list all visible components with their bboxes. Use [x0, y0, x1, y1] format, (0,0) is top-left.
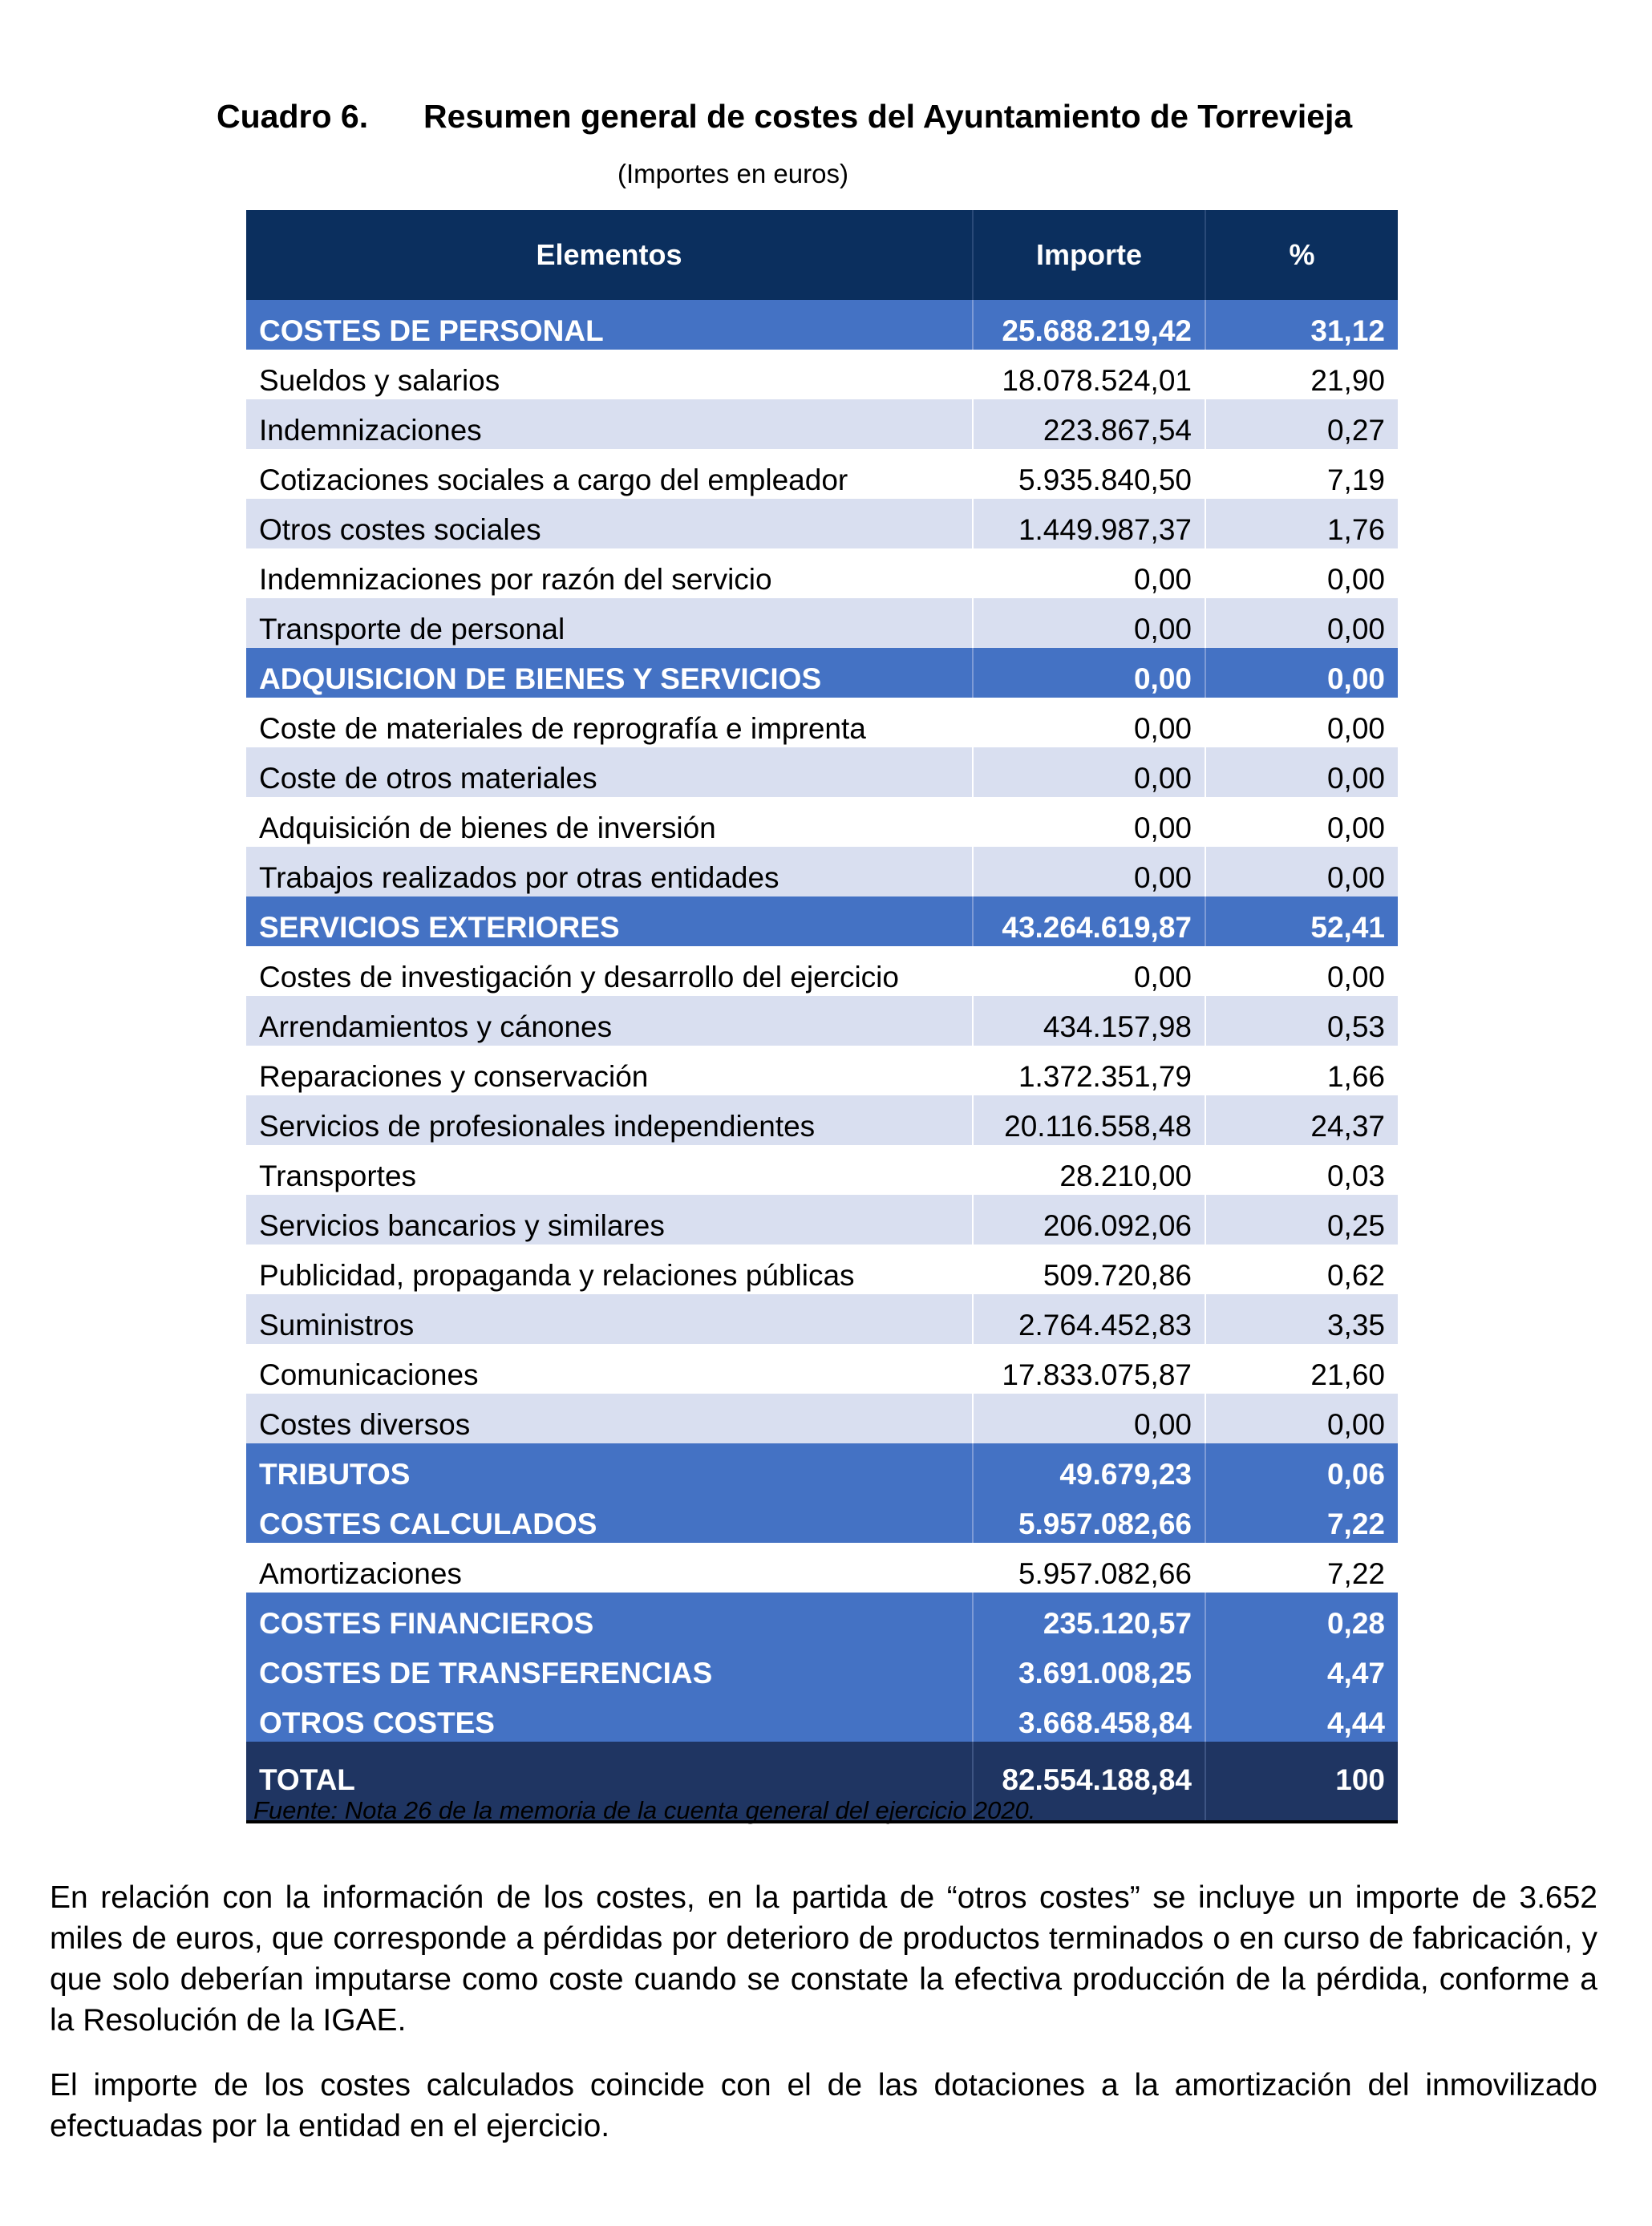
table-row [246, 1195, 1398, 1245]
row-label: COSTES FINANCIEROS [246, 1593, 973, 1642]
category-row [246, 1443, 1398, 1493]
total-percent: 100 [1205, 1742, 1398, 1822]
caption-number: Cuadro 6. [217, 98, 369, 135]
category-row [246, 1593, 1398, 1642]
row-label: Suministros [246, 1294, 973, 1344]
row-importe: 434.157,98 [973, 996, 1205, 1046]
row-importe: 5.957.082,66 [973, 1543, 1205, 1593]
table-row [246, 946, 1398, 996]
row-importe: 0,00 [973, 797, 1205, 847]
row-percent: 4,47 [1205, 1642, 1398, 1692]
row-percent: 7,19 [1205, 449, 1398, 499]
header-percent: % [1205, 210, 1398, 300]
row-label: Otros costes sociales [246, 499, 973, 548]
row-label: COSTES DE PERSONAL [246, 300, 973, 350]
row-percent: 21,60 [1205, 1344, 1398, 1394]
row-importe: 25.688.219,42 [973, 300, 1205, 350]
row-importe: 235.120,57 [973, 1593, 1205, 1642]
paragraph-otros-costes: En relación con la información de los costes, en la partida de “otros costes” se incluye un importe de 3.652 miles de euros, que corresponde a pérdidas por deterioro de productos terminados o en curso de fabricación, y que solo deberían imputarse como coste cuando se constate la efectiva producción de la pérdida, conforme a la Resolución de la IGAE. [50, 1880, 1597, 2038]
table-row [246, 598, 1398, 648]
row-percent: 31,12 [1205, 300, 1398, 350]
row-percent: 0,06 [1205, 1443, 1398, 1493]
table-row [246, 847, 1398, 896]
total-label: TOTAL [246, 1742, 973, 1822]
row-importe: 1.372.351,79 [973, 1046, 1205, 1095]
row-percent: 1,76 [1205, 499, 1398, 548]
row-importe: 0,00 [973, 747, 1205, 797]
row-label: Cotizaciones sociales a cargo del empleador [246, 449, 973, 499]
row-percent: 0,00 [1205, 847, 1398, 896]
table-row [246, 1145, 1398, 1195]
row-percent: 21,90 [1205, 350, 1398, 399]
row-label: Coste de otros materiales [246, 747, 973, 797]
row-label: Coste de materiales de reprografía e imprenta [246, 698, 973, 747]
row-importe: 509.720,86 [973, 1245, 1205, 1294]
row-percent: 0,00 [1205, 598, 1398, 648]
row-importe: 43.264.619,87 [973, 896, 1205, 946]
row-percent: 7,22 [1205, 1493, 1398, 1543]
row-percent: 0,00 [1205, 797, 1398, 847]
table-row [246, 499, 1398, 548]
category-row [246, 1493, 1398, 1543]
row-label: OTROS COSTES [246, 1692, 973, 1742]
table-row [246, 1344, 1398, 1394]
row-label: COSTES DE TRANSFERENCIAS [246, 1642, 973, 1692]
row-percent: 4,44 [1205, 1692, 1398, 1742]
row-percent: 24,37 [1205, 1095, 1398, 1145]
row-importe: 0,00 [973, 847, 1205, 896]
row-importe: 3.668.458,84 [973, 1692, 1205, 1742]
row-percent: 0,00 [1205, 648, 1398, 698]
row-percent: 0,03 [1205, 1145, 1398, 1195]
row-percent: 1,66 [1205, 1046, 1398, 1095]
row-importe: 0,00 [973, 946, 1205, 996]
category-row [246, 896, 1398, 946]
row-label: SERVICIOS EXTERIORES [246, 896, 973, 946]
table-row [246, 350, 1398, 399]
table-header-row [246, 210, 1398, 300]
source-note: Fuente: Nota 26 de la memoria de la cuenta general del ejercicio 2020. [253, 1796, 1036, 1824]
cost-summary-table [246, 210, 1398, 1823]
row-label: Servicios bancarios y similares [246, 1195, 973, 1245]
paragraph-costes-calculados: El importe de los costes calculados coincide con el de las dotaciones a la amortización del inmovilizado efectuadas por la entidad en el ejercicio. [50, 2068, 1597, 2143]
row-importe: 0,00 [973, 548, 1205, 598]
row-label: Costes de investigación y desarrollo del ejercicio [246, 946, 973, 996]
row-percent: 0,00 [1205, 698, 1398, 747]
row-label: Indemnizaciones [246, 399, 973, 449]
row-percent: 3,35 [1205, 1294, 1398, 1344]
row-importe: 1.449.987,37 [973, 499, 1205, 548]
row-label: Reparaciones y conservación [246, 1046, 973, 1095]
table-row [246, 1543, 1398, 1593]
row-percent: 52,41 [1205, 896, 1398, 946]
row-importe: 3.691.008,25 [973, 1642, 1205, 1692]
row-label: TRIBUTOS [246, 1443, 973, 1493]
row-importe: 5.957.082,66 [973, 1493, 1205, 1543]
category-row [246, 1692, 1398, 1742]
row-label: Adquisición de bienes de inversión [246, 797, 973, 847]
row-percent: 0,28 [1205, 1593, 1398, 1642]
row-label: Indemnizaciones por razón del servicio [246, 548, 973, 598]
category-row [246, 300, 1398, 350]
row-label: Sueldos y salarios [246, 350, 973, 399]
caption-title: Resumen general de costes del Ayuntamiento de Torrevieja [423, 98, 1353, 135]
row-percent: 0,53 [1205, 996, 1398, 1046]
row-label: ADQUISICION DE BIENES Y SERVICIOS [246, 648, 973, 698]
table-row [246, 399, 1398, 449]
row-importe: 0,00 [973, 648, 1205, 698]
table-row [246, 1245, 1398, 1294]
table-row [246, 1095, 1398, 1145]
row-importe: 0,00 [973, 698, 1205, 747]
table-row [246, 747, 1398, 797]
total-importe: 82.554.188,84 [973, 1742, 1205, 1822]
row-importe: 0,00 [973, 598, 1205, 648]
row-label: COSTES CALCULADOS [246, 1493, 973, 1543]
table-row [246, 449, 1398, 499]
row-label: Publicidad, propaganda y relaciones públicas [246, 1245, 973, 1294]
row-label: Transporte de personal [246, 598, 973, 648]
header-importe: Importe [973, 210, 1205, 300]
row-percent: 0,00 [1205, 548, 1398, 598]
row-importe: 0,00 [973, 1394, 1205, 1443]
row-label: Amortizaciones [246, 1543, 973, 1593]
row-importe: 49.679,23 [973, 1443, 1205, 1493]
row-percent: 0,00 [1205, 747, 1398, 797]
table-caption [217, 98, 1435, 136]
header-elementos: Elementos [246, 210, 973, 300]
row-importe: 18.078.524,01 [973, 350, 1205, 399]
table-row [246, 698, 1398, 747]
row-percent: 7,22 [1205, 1543, 1398, 1593]
row-label: Comunicaciones [246, 1344, 973, 1394]
row-importe: 28.210,00 [973, 1145, 1205, 1195]
category-row [246, 648, 1398, 698]
caption-units: (Importes en euros) [617, 159, 848, 188]
row-importe: 223.867,54 [973, 399, 1205, 449]
table-row [246, 1046, 1398, 1095]
row-label: Arrendamientos y cánones [246, 996, 973, 1046]
category-row [246, 1642, 1398, 1692]
table-row [246, 1294, 1398, 1344]
table-row [246, 548, 1398, 598]
row-label: Costes diversos [246, 1394, 973, 1443]
table-row [246, 797, 1398, 847]
row-percent: 0,25 [1205, 1195, 1398, 1245]
row-label: Servicios de profesionales independientes [246, 1095, 973, 1145]
row-percent: 0,27 [1205, 399, 1398, 449]
row-importe: 2.764.452,83 [973, 1294, 1205, 1344]
row-importe: 206.092,06 [973, 1195, 1205, 1245]
row-label: Trabajos realizados por otras entidades [246, 847, 973, 896]
row-percent: 0,62 [1205, 1245, 1398, 1294]
row-importe: 5.935.840,50 [973, 449, 1205, 499]
row-importe: 17.833.075,87 [973, 1344, 1205, 1394]
row-label: Transportes [246, 1145, 973, 1195]
table-row [246, 1394, 1398, 1443]
row-importe: 20.116.558,48 [973, 1095, 1205, 1145]
row-percent: 0,00 [1205, 946, 1398, 996]
table-row [246, 996, 1398, 1046]
row-percent: 0,00 [1205, 1394, 1398, 1443]
